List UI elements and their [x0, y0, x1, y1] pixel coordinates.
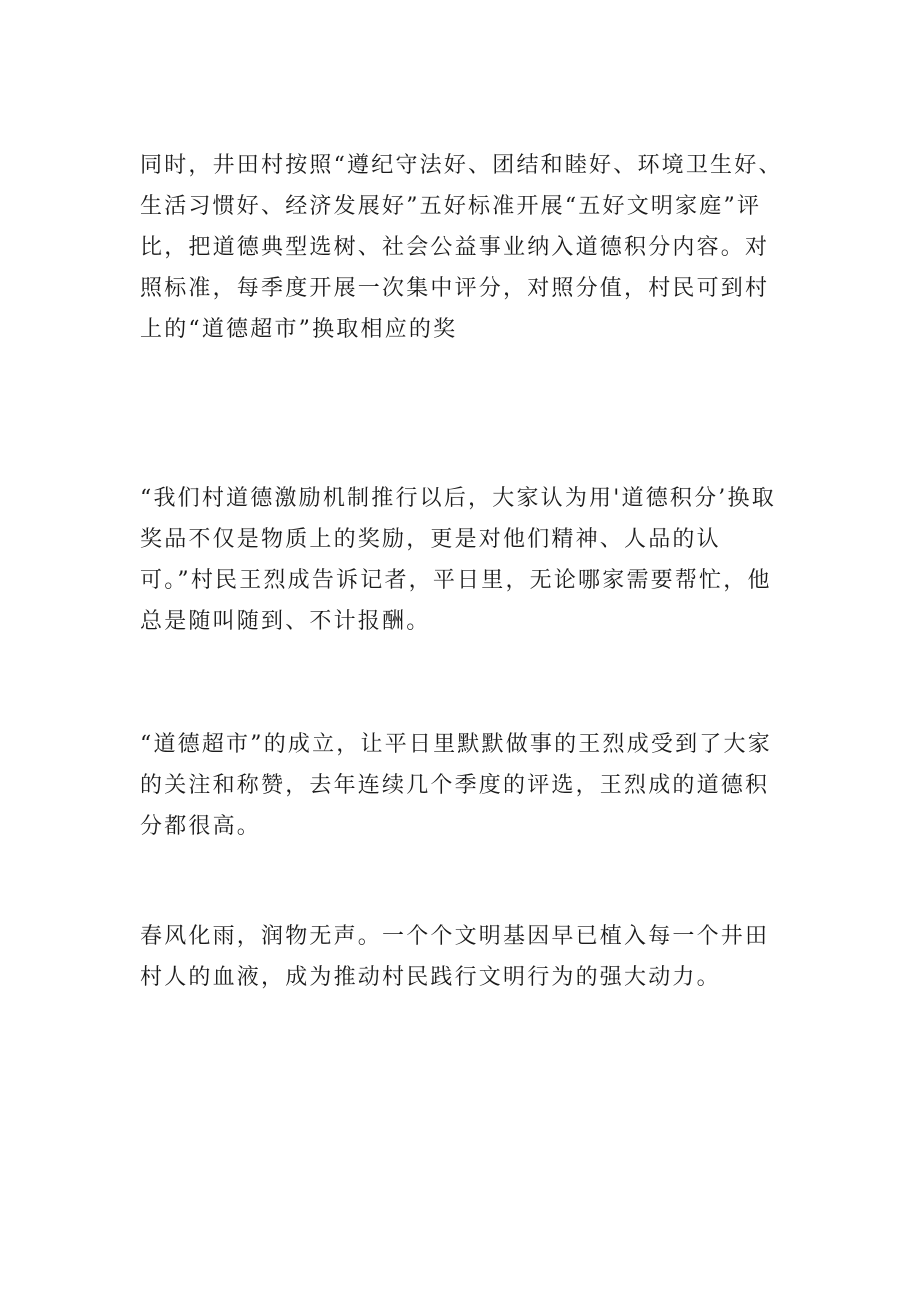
paragraph-4: 春风化雨，润物无声。一个个文明基因早已植入每一个井田村人的血液，成为推动村民践行文明行为的强大动力。	[140, 924, 770, 990]
paragraph-3: “道德超市”的成立，让平日里默默做事的王烈成受到了大家的关注和称赞，去年连续几个季度的评选，王烈成的道德积分都很高。	[140, 732, 772, 839]
paragraph-2: “我们村道德激励机制推行以后，大家认为用'道德积分’换取奖品不仅是物质上的奖励，更是对他们精神、人品的认可。”村民王烈成告诉记者，平日里，无论哪家需要帮忙，他总是随叫随到、不计报酬。	[140, 486, 776, 634]
paragraph-1: 同时，井田村按照“遵纪守法好、团结和睦好、环境卫生好、生活习惯好、经济发展好”五好标准开展“五好文明家庭”评比，把道德典型选树、社会公益事业纳入道德积分内容。对照标准，每季度开展一次集中评分，对照分值，村民可到村上的“道德超市”换取相应的奖	[140, 153, 783, 342]
